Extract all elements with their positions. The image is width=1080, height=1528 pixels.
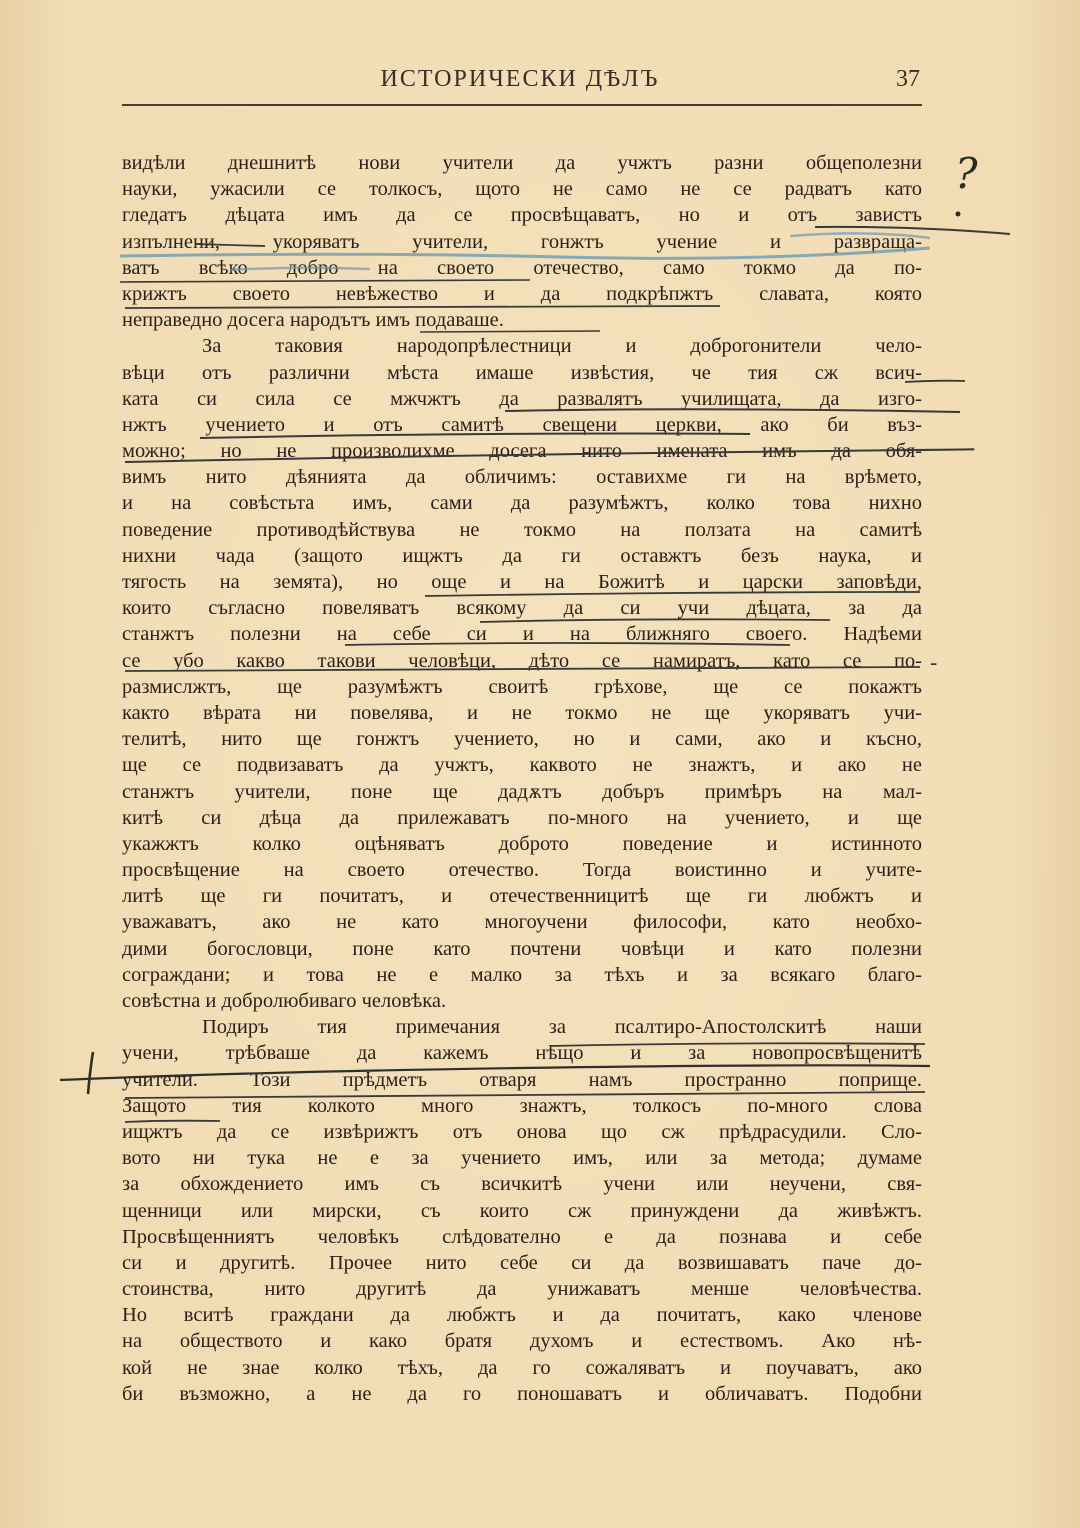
text-line: Но вситѣ граждани да любжтъ и да почитатъ, како членове bbox=[122, 1304, 922, 1327]
text-line: литѣ ще ги почитатъ, и отечественницитѣ ще ги любжтъ и bbox=[122, 885, 922, 908]
text-line: ватъ всѣко добро на своето отечество, само токмо да по- bbox=[122, 256, 922, 279]
text-line: телитѣ, нито ще гонжтъ учението, но и сами, ако и късно, bbox=[122, 728, 922, 751]
text-line: изпълнени, укоряватъ учители, гонжтъ учение и развраща- bbox=[122, 230, 922, 253]
text-line: на обществото и како братя духомъ и естествомъ. Ако нѣ- bbox=[122, 1330, 922, 1353]
text-line: гледатъ дѣцата имъ да се просвѣщаватъ, но и отъ завистъ bbox=[122, 204, 922, 227]
running-head bbox=[120, 64, 920, 104]
margin-dash: - bbox=[930, 651, 938, 676]
text-line: ще се подвизаватъ да учжтъ, каквото не знажтъ, и ако не bbox=[122, 754, 922, 777]
text-line: ката си сила се мжчжтъ да развалятъ училищата, да изго- bbox=[122, 387, 922, 410]
text-line: нихни чада (защото ищжтъ да ги оставжтъ безъ наука, и bbox=[122, 544, 922, 567]
text-line: дими богословци, поне като почтени човѣци и като полезни bbox=[122, 937, 922, 960]
text-line: просвѣщение на своето отечество. Тогда воистинно и учите- bbox=[122, 859, 922, 882]
text-line: както вѣрата ни повелява, и не токмо не ще укоряватъ учи- bbox=[122, 701, 922, 724]
text-line: сограждани; и това не е малко за тѣхъ и за всякаго благо- bbox=[122, 963, 922, 986]
text-line: се убо какво такови человѣци, дѣто се намиратъ, като се по- bbox=[122, 649, 922, 672]
margin-question-mark: ? bbox=[955, 149, 978, 198]
text-line: неправедно досега народътъ имъ подаваше. bbox=[122, 309, 504, 332]
margin-dot bbox=[956, 212, 961, 217]
text-line: вото ни тука не е за учението имъ, или за метода; думаме bbox=[122, 1147, 922, 1170]
text-line: размислжтъ, ще разумѣжтъ своитѣ грѣхове, ще се покажтъ bbox=[122, 675, 922, 698]
text-line: Просвѣщенниятъ человѣкъ слѣдователно е да познава и себе bbox=[122, 1225, 922, 1248]
text-line: станжтъ полезни на себе си и на ближняго своего. Надѣеми bbox=[122, 623, 922, 646]
text-line: и на совѣстьта имъ, сами да разумѣжтъ, колко това нихно bbox=[122, 492, 922, 515]
margin-vertical-mark bbox=[88, 1052, 93, 1094]
text-line: Защото тия колкото много знажтъ, толкосъ по-много слова bbox=[122, 1094, 922, 1117]
header-rule bbox=[122, 104, 922, 106]
text-line: за обхождението имъ съ всичкитѣ учени или неучени, свя- bbox=[122, 1173, 922, 1196]
text-line: совѣстна и добролюбиваго человѣка. bbox=[122, 990, 447, 1012]
paragraph-start-line: Подиръ тия примечания за псалтиро-Апостолскитѣ наши bbox=[202, 1016, 922, 1039]
text-line: можно; но не произволихме досега нито имената имъ да обя- bbox=[122, 440, 922, 463]
text-line: станжтъ учители, поне ще дадѫтъ добъръ примѣръ на мал- bbox=[122, 780, 922, 803]
text-line: видѣли днешнитѣ нови учители да учжтъ разни общеполезни bbox=[122, 152, 922, 174]
text-line: науки, ужасили се толкосъ, щото не само не се радватъ като bbox=[122, 178, 922, 201]
text-line: укажжтъ колко оцѣняватъ доброто поведение и истинното bbox=[122, 832, 922, 855]
text-line: учени, трѣбваше да кажемъ нѣщо и за новопросвѣщенитѣ bbox=[122, 1042, 922, 1065]
text-line: би възможно, а не да го поношаватъ и обличаватъ. Подобни bbox=[122, 1382, 922, 1405]
text-line: които съгласно повеляватъ всякому да си учи дѣцата, за да bbox=[122, 597, 922, 620]
text-line: учители. Този прѣдметъ отваря намъ пространно поприще. bbox=[122, 1068, 922, 1091]
page-number: 37 bbox=[896, 66, 920, 92]
running-head-title: ИСТОРИЧЕСКИ ДѢЛЪ bbox=[380, 66, 660, 92]
text-line: щенници или мирски, съ които сж принуждени да живѣжтъ. bbox=[122, 1199, 922, 1222]
text-line: ищжтъ да се извѣрижтъ отъ онова що сж прѣдрасудили. Сло- bbox=[122, 1120, 922, 1143]
text-line: уважаватъ, ако не като многоучени философи, като необхо- bbox=[122, 911, 922, 934]
text-line: стоинства, нито другитѣ да унижаватъ менше человѣчества. bbox=[122, 1278, 922, 1301]
text-line: поведение противодѣйствува не токмо на ползата на самитѣ bbox=[122, 518, 922, 541]
text-line: крижтъ своето невѣжество и да подкрѣпжтъ славата, която bbox=[122, 282, 922, 305]
text-line: вимъ нито дѣянията да обличимъ: оставихме ги на врѣмето, bbox=[122, 466, 922, 489]
text-line: нжтъ учението и отъ самитѣ свещени церкви, ако би въз- bbox=[122, 413, 922, 436]
text-line: китѣ си дѣца да прилежаватъ по-много на учението, и ще bbox=[122, 806, 922, 829]
text-line: вѣци отъ различни мѣста имаше извѣстия, че тия сж всич- bbox=[122, 361, 922, 384]
body-text bbox=[122, 150, 922, 1407]
paragraph-start-line: За таковия народопрѣлестници и доброгонители чело- bbox=[202, 335, 922, 358]
text-line: кой не знае колко тѣхъ, да го сожаляватъ и поучаватъ, ако bbox=[122, 1356, 922, 1379]
text-line: тягость на земята), но още и на Божитѣ и царски заповѣди, bbox=[122, 571, 922, 593]
text-line: си и другитѣ. Прочее нито себе си да возвишаватъ паче до- bbox=[122, 1251, 922, 1274]
